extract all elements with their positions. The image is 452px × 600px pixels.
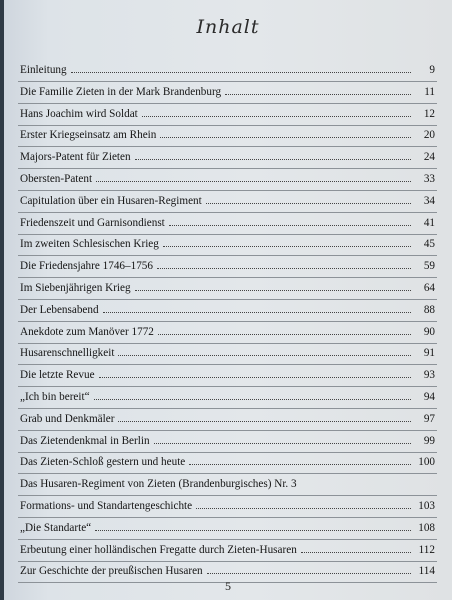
toc-entry-page: 9 [429,64,435,76]
dot-leader [157,268,411,269]
toc-entry [20,278,435,299]
toc-entry-title: Hans Joachim wird Soldat [20,107,138,120]
toc-entry-page: 94 [423,390,435,403]
dot-leader [135,290,411,291]
dot-leader [103,312,411,313]
table-of-contents [20,60,435,583]
toc-entry [20,169,435,190]
toc-entry [20,234,435,255]
toc-entry-page: 24 [423,151,435,164]
toc-entry-page: 34 [423,194,435,207]
toc-entry [20,343,435,364]
page-number: 5 [225,579,231,593]
dot-leader [169,225,411,226]
toc-entry-title: Husarenschnelligkeit [20,347,115,360]
toc-entry-title: Das Zieten-Schloß gestern und heute [20,456,186,469]
toc-entry-page: 64 [423,281,435,294]
toc-entry [20,387,435,408]
dot-leader [71,72,411,73]
toc-entry-page: 12 [423,107,435,120]
toc-entry-page: 33 [423,172,435,185]
dot-leader [135,159,411,160]
toc-entry-page: 112 [418,543,435,556]
toc-entry-page: 88 [423,303,435,316]
toc-entry-title: Die Friedensjahre 1746–1756 [20,260,153,273]
toc-entry-title: Friedenszeit und Garnisondienst [20,216,165,229]
toc-entry-page: 97 [423,412,435,425]
toc-entry [20,256,435,277]
toc-entry-page: 100 [418,456,435,469]
dot-leader [94,399,411,400]
toc-entry-page: 41 [423,216,435,229]
dot-leader [225,94,411,95]
dot-leader [142,116,411,117]
dot-leader [163,246,411,247]
toc-entry [20,474,435,495]
dot-leader [154,443,411,444]
toc-entry-title: Einleitung [20,64,67,76]
toc-entry [20,147,435,168]
toc-entry-page: 99 [423,434,435,447]
toc-entry [20,452,435,473]
toc-entry-title: Das Zietendenkmal in Berlin [20,434,150,447]
toc-entry-page: 45 [423,238,435,251]
toc-entry [20,322,435,343]
toc-entry-title: „Ich bin bereit“ [20,390,90,403]
toc-entry-page: 11 [424,85,435,98]
dot-leader [160,137,411,138]
toc-entry-title: Obersten-Patent [20,172,93,185]
toc-entry [20,518,435,539]
toc-entry-title: Erster Kriegseinsatz am Rhein [20,129,157,142]
toc-entry-page: 108 [418,521,435,534]
toc-entry-title: Das Husaren-Regiment von Zieten (Brandenburgisches) Nr. 3 [20,478,297,491]
toc-entry [20,125,435,146]
toc-entry [20,300,435,321]
toc-entry-title: Anekdote zum Manöver 1772 [20,325,154,338]
toc-entry-page: 59 [423,260,435,273]
toc-entry-title: Die letzte Revue [20,369,95,382]
dot-leader [118,421,411,422]
toc-entry [20,540,435,561]
toc-entry-title: Im zweiten Schlesischen Krieg [20,238,159,251]
toc-entry [20,82,435,103]
toc-entry [20,496,435,517]
dot-leader [206,203,411,204]
toc-entry-title: Grab und Denkmäler [20,412,115,425]
dot-leader [189,464,411,465]
toc-entry [20,213,435,234]
toc-entry-page: 90 [423,325,435,338]
toc-entry [20,104,435,125]
toc-entry-title: Zur Geschichte der preußischen Husaren [20,565,203,578]
toc-entry-title: Capitulation über ein Husaren-Regiment [20,194,202,207]
toc-entry-page: 93 [423,369,435,382]
toc-entry-title: Majors-Patent für Zieten [20,151,131,164]
dot-leader [95,530,411,531]
dot-leader [158,334,411,335]
dot-leader [96,181,411,182]
toc-entry-title: „Die Standarte“ [20,521,92,534]
toc-entry-page: 91 [423,347,435,360]
page-title: Inhalt [196,16,260,38]
dot-leader [301,552,411,553]
dot-leader [118,355,411,356]
toc-entry [20,431,435,452]
toc-entry-title: Die Familie Zieten in der Mark Brandenburg [20,85,222,98]
toc-entry-title: Erbeutung einer holländischen Fregatte durch Zieten-Husaren [20,543,297,556]
book-page [4,0,452,600]
toc-entry-page: 114 [418,565,435,578]
toc-entry [20,365,435,386]
dot-leader [99,377,411,378]
toc-entry-page: 20 [423,129,435,142]
toc-entry-title: Formations- und Standartengeschichte [20,499,193,512]
dot-leader [207,573,411,574]
toc-entry [20,60,435,81]
toc-entry [20,191,435,212]
toc-entry-title: Im Siebenjährigen Krieg [20,281,131,294]
toc-entry [20,409,435,430]
dot-leader [196,508,411,509]
toc-entry-page: 103 [418,499,435,512]
toc-entry-title: Der Lebensabend [20,303,99,316]
